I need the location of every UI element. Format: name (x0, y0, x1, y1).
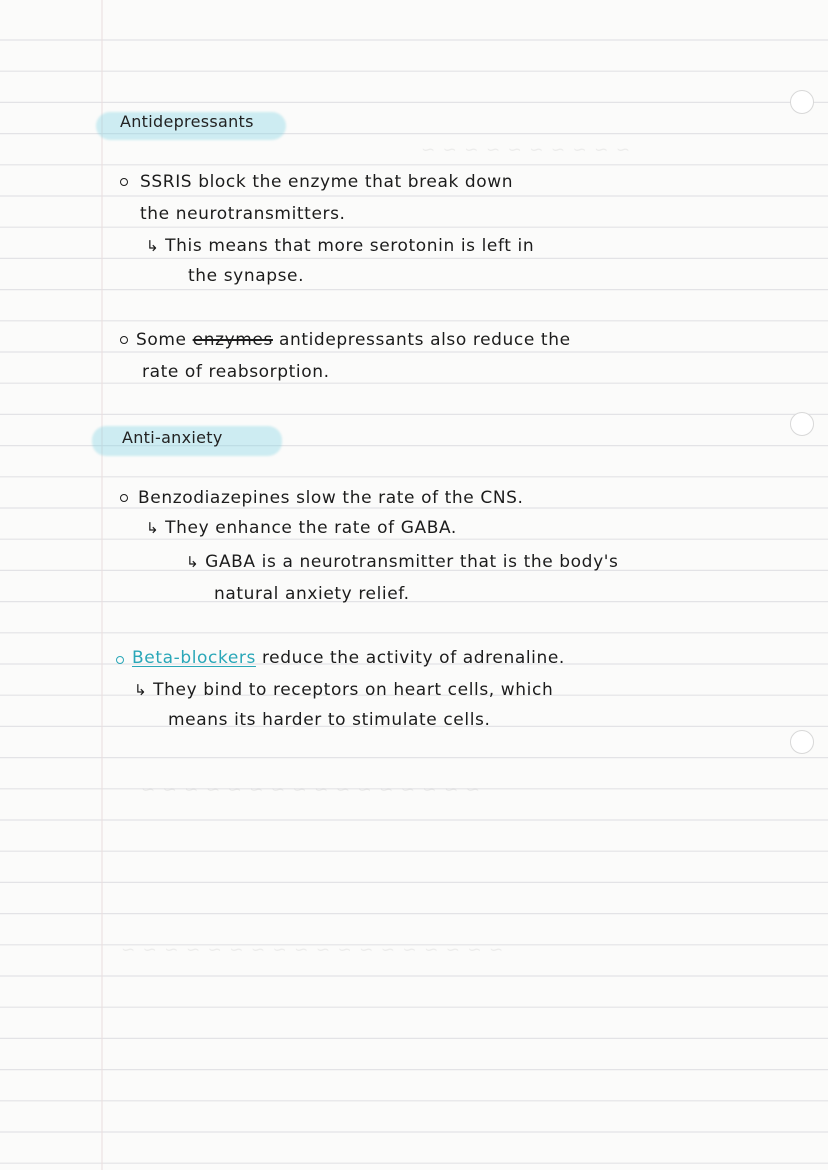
ssris-line-1: SSRIS block the enzyme that break down (140, 172, 514, 192)
punch-hole-bottom (790, 730, 814, 754)
some-rest: antidepressants also reduce the (278, 330, 571, 350)
bleed-through-text: ~ ~ ~ ~ ~ ~ ~ ~ ~ ~ (420, 140, 631, 160)
arrow-icon: ↳ (146, 519, 160, 537)
some-line-1 (136, 330, 571, 350)
bleed-through-text: ~ ~ ~ ~ ~ ~ ~ ~ ~ ~ ~ ~ ~ ~ ~ ~ ~ ~ (120, 940, 504, 960)
punch-hole-middle (790, 412, 814, 436)
some-line-2: rate of reabsorption. (142, 362, 330, 382)
beta-sub-line-1 (134, 680, 553, 700)
arrow-icon: ↳ (146, 237, 160, 255)
ssris-sub-line-2: the synapse. (188, 266, 305, 286)
ssris-sub-text: This means that more serotonin is left in (165, 236, 535, 256)
heading-anti-anxiety: Anti-anxiety (122, 428, 223, 447)
beta-sub-line-2: means its harder to stimulate cells. (168, 710, 491, 730)
bullet-some (120, 336, 128, 344)
ssris-line-2: the neurotransmitters. (140, 204, 346, 224)
bullet-beta (116, 656, 124, 664)
heading-antidepressants: Antidepressants (120, 112, 254, 131)
beta-blockers-term: Beta-blockers (132, 648, 256, 668)
punch-hole-top (790, 90, 814, 114)
some-word: Some (136, 330, 187, 350)
beta-sub-text: They bind to receptors on heart cells, which (153, 680, 554, 700)
gaba-text: GABA is a neurotransmitter that is the body's (205, 552, 619, 572)
bullet-benzo (120, 494, 128, 502)
arrow-icon: ↳ (186, 553, 200, 571)
benzo-sub-text: They enhance the rate of GABA. (165, 518, 457, 538)
beta-rest: reduce the activity of adrenaline. (261, 648, 565, 668)
ssris-sub-line-1 (146, 236, 534, 256)
benzo-sub-line (146, 518, 457, 538)
arrow-icon: ↳ (134, 681, 148, 699)
bullet-ssris (120, 178, 128, 186)
benzo-line: Benzodiazepines slow the rate of the CNS. (138, 488, 524, 508)
gaba-line-1 (186, 552, 618, 572)
gaba-line-2: natural anxiety relief. (214, 584, 410, 604)
beta-line (132, 648, 565, 668)
bleed-through-text: ~ ~ ~ ~ ~ ~ ~ ~ ~ ~ ~ ~ ~ ~ ~ ~ (140, 780, 480, 800)
struck-word: enzymes (192, 330, 273, 350)
